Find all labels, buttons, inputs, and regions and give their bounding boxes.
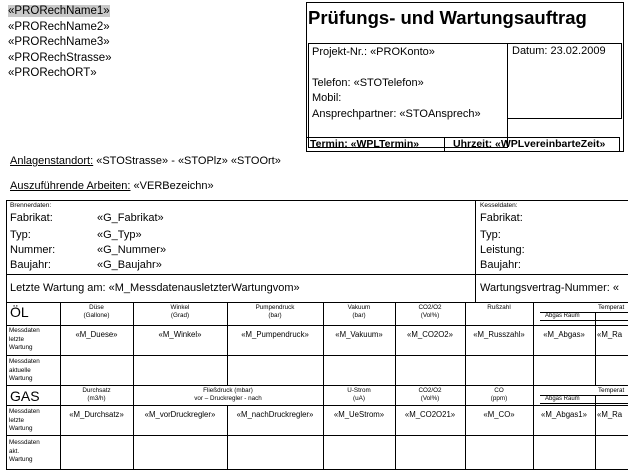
letzte-wartung: Letzte Wartung am: «M_MessdatenausletzterWartungvom» <box>10 282 300 294</box>
brenner-value-nummer[interactable]: «G_Nummer» <box>97 244 167 256</box>
gas-header-co: CO (ppm) <box>490 387 508 402</box>
oel-header-winkel: Winkel (Grad) <box>170 304 190 319</box>
kessel-label-fabrikat: Fabrikat: <box>480 212 523 224</box>
divider <box>465 302 466 385</box>
brenner-value-fabrikat[interactable]: «G_Fabrikat» <box>97 212 164 224</box>
brenner-value-typ[interactable]: «G_Typ» <box>97 229 142 241</box>
date-value: Datum: 23.02.2009 <box>512 45 606 57</box>
divider <box>6 274 628 275</box>
oel-value-abgas[interactable]: «M_Abgas» <box>543 330 585 339</box>
brenner-heading: Brennerdaten: <box>10 202 52 209</box>
address-block <box>8 4 112 82</box>
project-box <box>308 43 508 148</box>
anlagenstandort <box>10 155 281 167</box>
standort-value: «STOStrasse» - «STOPlz» «STOOrt» <box>93 155 281 167</box>
wartungsvertrag-nummer: Wartungsvertrag-Nummer: « <box>480 282 619 294</box>
arbeiten-label: Auszuführende Arbeiten: <box>10 180 131 192</box>
auszufuehrende-arbeiten <box>10 180 214 192</box>
gas-header-temperatur: Temperat <box>598 387 625 394</box>
divider <box>475 200 476 302</box>
termin-box <box>306 137 620 152</box>
gas-value-co2o2[interactable]: «M_CO2O21» <box>404 410 456 419</box>
address-line[interactable]: «PRORechName1» <box>8 5 110 17</box>
oel-row2-label: Messdaten aktuelle Wartung <box>9 358 40 382</box>
address-line: «PRORechName3» <box>8 36 110 49</box>
gas-header-durchsatz: Durchsatz (m3/h) <box>82 387 111 402</box>
divider <box>444 138 445 151</box>
gas-header-abgas-raum: Abgas Raum <box>545 396 580 402</box>
kessel-label-baujahr: Baujahr: <box>480 259 521 271</box>
arbeiten-value: «VERBezeichn» <box>130 180 214 192</box>
oel-row1-label: Messdaten letzte Wartung <box>9 327 40 351</box>
ansprechpartner: Ansprechpartner: «STOAnsprech» <box>312 107 481 120</box>
divider <box>540 403 628 404</box>
divider <box>6 469 628 470</box>
brenner-label-fabrikat: Fabrikat: <box>10 212 53 224</box>
brenner-label-nummer: Nummer: <box>10 244 56 256</box>
standort-label: Anlagenstandort: <box>10 155 94 167</box>
oel-value-russzahl[interactable]: «M_Russzahl» <box>473 330 525 339</box>
brenner-value-baujahr[interactable]: «G_Baujahr» <box>97 259 162 271</box>
gas-value-abgas[interactable]: «M_Abgas1» <box>541 410 587 419</box>
brenner-label-baujahr: Baujahr: <box>10 259 51 271</box>
address-line: «PRORechORT» <box>8 67 97 80</box>
gas-value-nachdruckregler[interactable]: «M_nachDruckregler» <box>236 410 314 419</box>
oel-label: ÖL <box>10 304 29 320</box>
page-title: Prüfungs- und Wartungsauftrag <box>308 7 587 28</box>
gas-row1-label: Messdaten letzte Wartung <box>9 408 40 432</box>
divider <box>595 395 596 469</box>
divider <box>6 325 628 326</box>
divider <box>6 385 628 386</box>
divider <box>595 312 596 385</box>
termin-value: Termin: «WPLTermin» <box>310 138 420 150</box>
oel-value-duese[interactable]: «M_Duese» <box>75 330 118 339</box>
oel-header-russzahl: Rußzahl <box>487 304 511 311</box>
divider <box>540 320 628 321</box>
divider <box>6 355 628 356</box>
gas-header-co2o2: CO2/O2 (Vol%) <box>418 387 442 402</box>
oel-header-pumpendruck: Pumpendruck (bar) <box>255 304 295 319</box>
divider <box>533 302 534 385</box>
telefon: Telefon: «STOTelefon» <box>312 76 424 89</box>
oel-value-pumpendruck[interactable]: «M_Pumpendruck» <box>241 330 309 339</box>
brenner-label-typ: Typ: <box>10 229 31 241</box>
oel-value-co2o2[interactable]: «M_CO2O2» <box>407 330 453 339</box>
divider <box>6 302 628 303</box>
divider <box>533 385 534 469</box>
address-line: «PRORechStrasse» <box>8 51 112 64</box>
divider <box>6 435 628 436</box>
oel-value-raum[interactable]: «M_Ra <box>597 330 623 339</box>
kessel-heading: Kesseldaten: <box>480 202 518 209</box>
gas-value-raum[interactable]: «M_Ra <box>597 410 623 419</box>
oel-header-temperatur: Temperat <box>598 304 625 311</box>
gas-value-uestrom[interactable]: «M_UeStrom» <box>333 410 385 419</box>
oel-header-duese: Düse (Gallone) <box>83 304 110 319</box>
gas-value-co[interactable]: «M_CO» <box>483 410 515 419</box>
gas-value-vordruckregler[interactable]: «M_vorDruckregler» <box>144 410 216 419</box>
oel-header-abgas-raum: Abgas Raum <box>545 313 580 319</box>
divider <box>6 405 628 406</box>
kessel-label-leistung: Leistung: <box>480 244 525 256</box>
project-number: Projekt-Nr.: «PROKonto» <box>312 46 435 58</box>
gas-row2-label: Messdaten akt. Wartung <box>9 439 40 463</box>
oel-value-vakuum[interactable]: «M_Vakuum» <box>335 330 383 339</box>
oel-value-winkel[interactable]: «M_Winkel» <box>158 330 202 339</box>
oel-header-co2o2: CO2/O2 (Vol%) <box>418 304 442 319</box>
kessel-label-typ: Typ: <box>480 229 501 241</box>
uhrzeit-value: Uhrzeit: «WPLvereinbarteZeit» <box>453 138 606 150</box>
oel-header-vakuum: Vakuum (bar) <box>347 304 371 319</box>
divider <box>6 200 628 201</box>
mobil: Mobil: <box>312 92 342 104</box>
divider <box>6 200 7 470</box>
gas-value-durchsatz[interactable]: «M_Durchsatz» <box>69 410 124 419</box>
gas-label: GAS <box>10 388 40 404</box>
address-line: «PRORechName2» <box>8 20 110 33</box>
gas-header-fliessdruck: Fließdruck (mbar) vor – Druckregler - nach <box>194 387 262 402</box>
gas-header-uestrom: Ü-Strom (uA) <box>347 387 371 402</box>
date-box <box>507 43 622 119</box>
